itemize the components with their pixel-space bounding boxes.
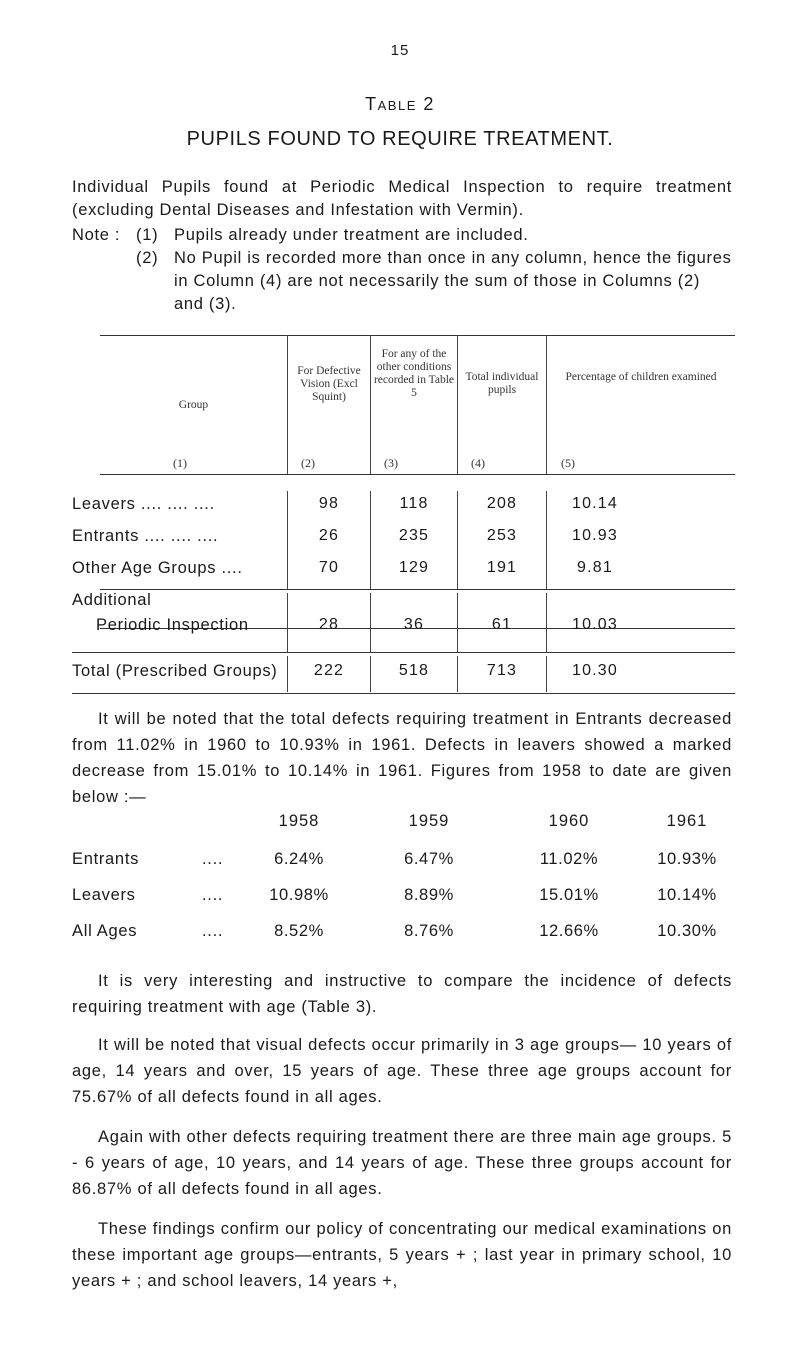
header-other-conditions: For any of the other conditions recorded in Table 5 [373,348,455,399]
table-cell: 28 [318,616,340,633]
table-cell: 70 [318,559,340,576]
note-lead: Note : [72,226,121,244]
column-number: (2) [301,456,315,470]
comparison-label-leavers: Leavers [72,886,136,904]
column-number: (3) [384,456,398,470]
year-header: 1958 [278,812,320,830]
paragraph: These findings confirm our policy of concentrating our medical examinations on these important age groups—entrants, 5 years + ; last year in primary school, 10 years + ; and school leavers, 14 years +, [72,1220,732,1290]
comparison-value: 6.24% [274,850,324,868]
table-cell: 10.93 [571,527,619,544]
comparison-label-entrants: Entrants [72,850,140,868]
header-defective-vision: For Defective Vision (Excl Squint) [297,365,361,403]
table-cell: 9.81 [577,559,613,576]
column-number: (4) [471,456,485,470]
column-number: (1) [173,456,187,470]
year-header: 1961 [666,812,708,830]
table-rule [100,474,735,475]
comparison-value: 8.76% [404,922,454,940]
row-label-leavers: Leavers .... .... .... [72,495,215,513]
comparison-label-all-ages: All Ages [72,922,138,940]
comparison-value: 15.01% [539,886,599,904]
comparison-value: 11.02% [539,850,599,868]
paragraph: It is very interesting and instructive to compare the incidence of defects requiring treatment with age (Table 3). [72,972,732,1016]
table-rule [72,693,735,694]
table-cell: 118 [399,495,429,512]
table-cell: 36 [403,616,425,633]
table-cell: 518 [398,662,430,679]
header-total-pupils: Total individual pupils [465,371,539,396]
intro-text: Individual Pupils found at Periodic Medical Inspection to require treatment (excluding Dental Diseases and Infestation with Vermin). [72,178,732,219]
row-label-entrants: Entrants .... .... .... [72,527,219,545]
leader-dots: .... [202,886,224,904]
table-cell: 713 [486,662,518,679]
notes-block [72,224,732,316]
paragraph: It will be noted that visual defects occur primarily in 3 age groups— 10 years of age, 14 years and over, 15 years of age. These three age groups account for 75.67% of all defects found in all ages. [72,1036,732,1106]
table-heading: Table 2 [365,94,435,114]
leader-dots: .... [202,850,224,868]
paragraph: It will be noted that the total defects requiring treatment in Entrants decreased from 11.02% in 1960 to 10.93% in 1961. Defects in leavers showed a marked decrease from 15.01% to 10.14% in 1961. Figures from 1958 to date are given below :— [72,710,732,806]
note-number: (2) [136,249,159,267]
table-cell: 253 [486,527,518,544]
comparison-value: 6.47% [404,850,454,868]
row-label-periodic-inspection: Periodic Inspection [96,616,249,634]
paragraph: Again with other defects requiring treatment there are three main age groups. 5 - 6 years of age, 10 years, and 14 years of age. These three groups account for 86.87% of all defects found in all ages. [72,1128,732,1198]
table-cell: 98 [318,495,340,512]
comparison-value: 8.52% [274,922,324,940]
table-rule [100,589,735,590]
table-cell: 26 [318,527,340,544]
comparison-value: 12.66% [539,922,599,940]
row-label-total: Total (Prescribed Groups) [72,662,278,680]
table-cell: 235 [398,527,430,544]
leader-dots: .... [202,922,224,940]
table-cell: 61 [491,616,513,633]
intro-block [72,176,732,222]
table-rule [100,335,735,336]
note-item [72,247,732,316]
header-group: Group [178,399,209,411]
note-text: No Pupil is recorded more than once in any column, hence the figures in Column (4) are not necessarily the sum of those in Columns (2) and (3). [174,249,732,313]
note-item [72,224,732,247]
header-percentage: Percentage of children examined [565,371,717,383]
treatment-table [72,335,735,629]
page-number: 15 [390,42,410,59]
table-cell: 10.30 [571,662,619,679]
table-cell: 222 [313,662,345,679]
row-label-other-age-groups: Other Age Groups .... [72,559,243,577]
column-number: (5) [561,456,575,470]
comparison-value: 10.30% [657,922,717,940]
table-cell: 191 [486,559,518,576]
table-rule [72,652,735,653]
note-number: (1) [136,226,159,244]
note-text: Pupils already under treatment are included. [174,226,529,244]
table-cell: 10.14 [571,495,619,512]
page-title: PUPILS FOUND TO REQUIRE TREATMENT. [186,128,614,150]
year-header: 1960 [548,812,590,830]
year-header: 1959 [408,812,450,830]
comparison-value: 10.14% [657,886,717,904]
table-cell: 208 [486,495,518,512]
comparison-value: 10.98% [269,886,329,904]
row-label-additional: Additional [72,591,152,609]
comparison-value: 8.89% [404,886,454,904]
table-cell: 10.03 [571,616,619,633]
comparison-value: 10.93% [657,850,717,868]
table-cell: 129 [398,559,430,576]
